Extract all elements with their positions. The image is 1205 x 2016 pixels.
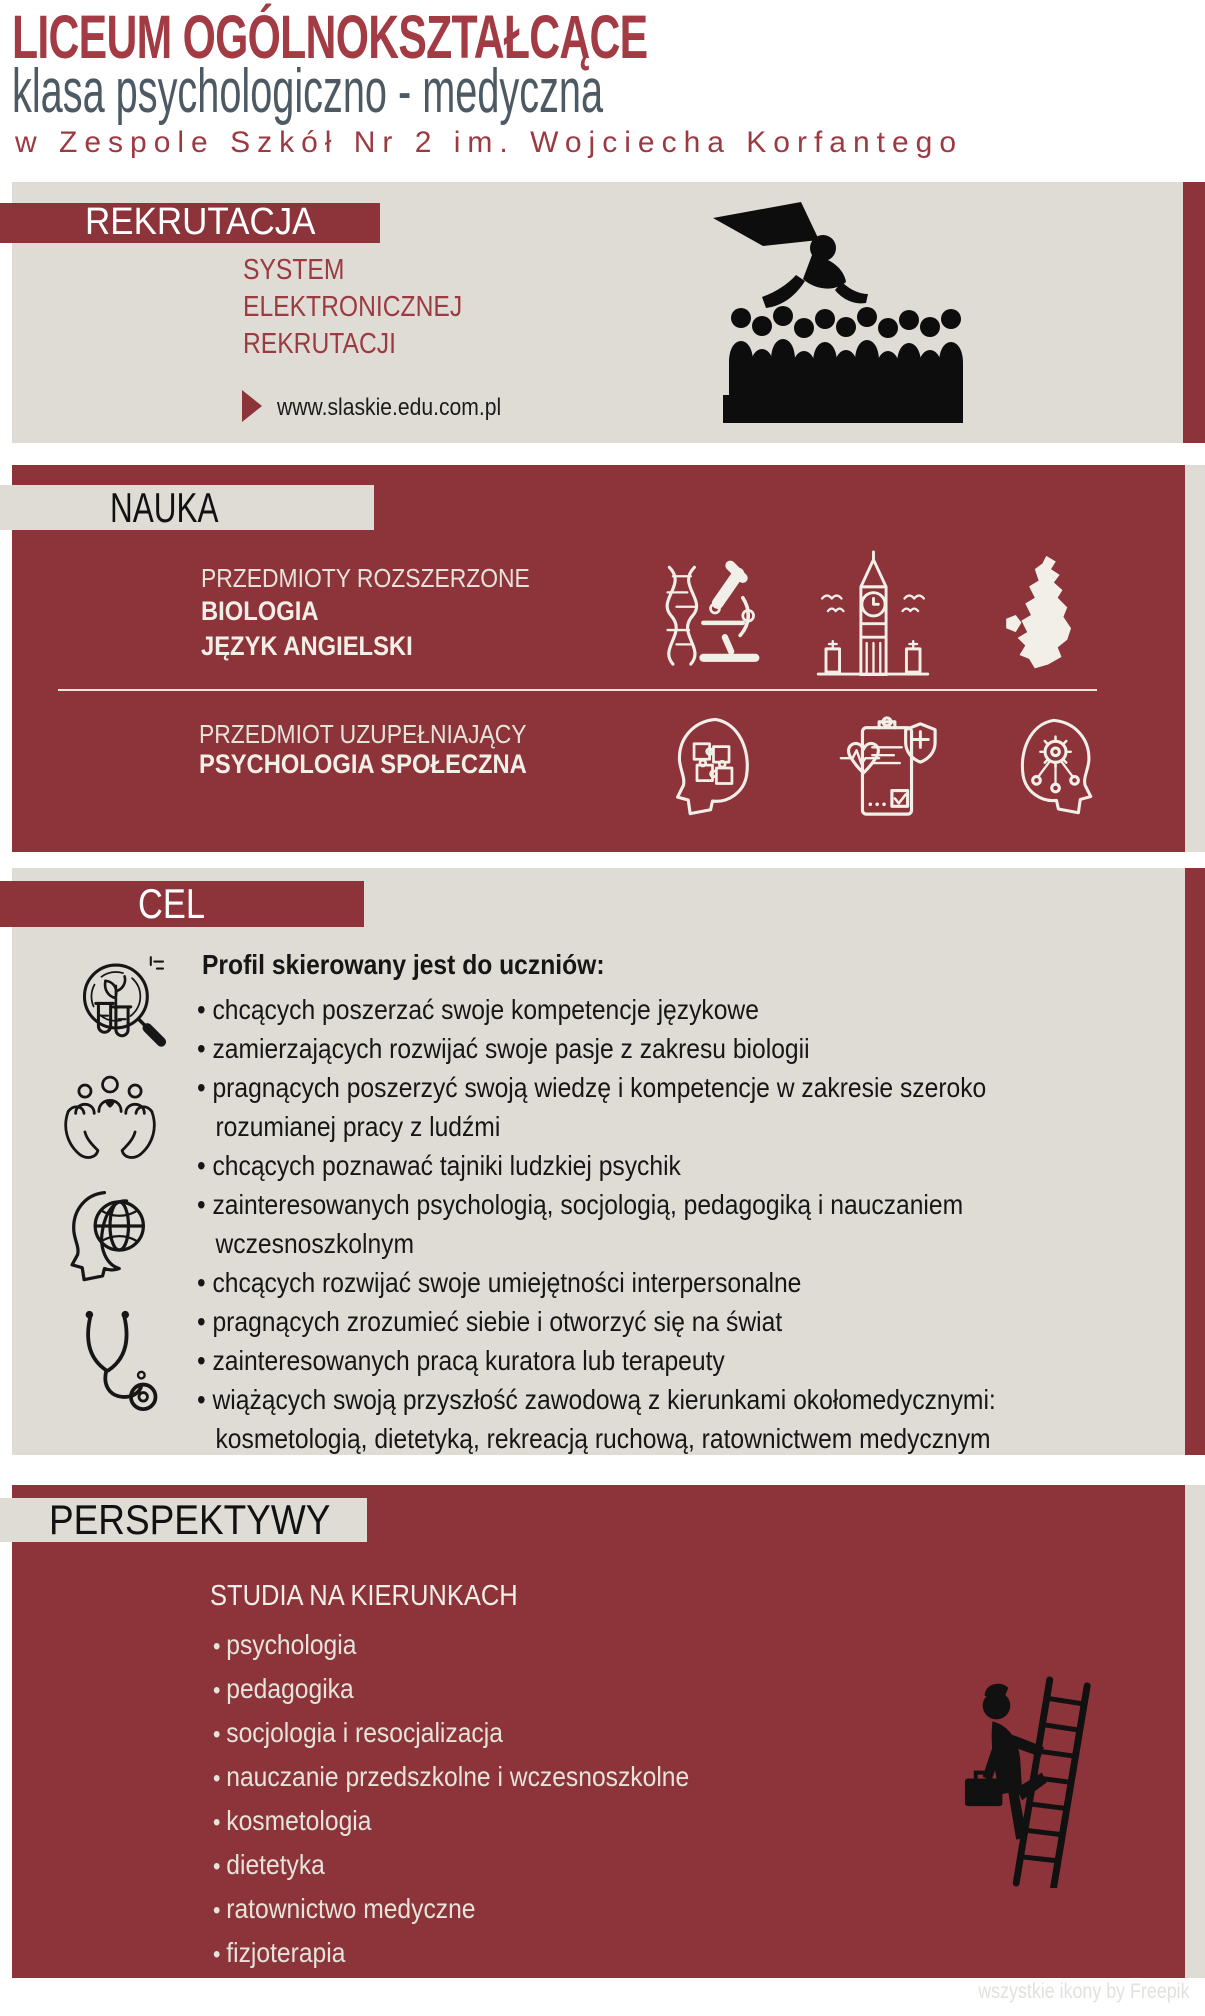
recruitment-url[interactable]: www.slaskie.edu.com.pl	[277, 394, 502, 421]
cel-intro: Profil skierowany jest do uczniów:	[202, 949, 605, 980]
perspektywy-title-box	[0, 1498, 367, 1542]
cel-bullet-list	[197, 990, 1095, 1458]
career-ladder-illustration	[958, 1676, 1103, 1888]
cel-bullet: • chcących rozwijać swoje umiejętności interpersonalne	[197, 1263, 1095, 1302]
major-item: • kosmetologia	[213, 1800, 952, 1844]
head-gears-icon	[1006, 714, 1106, 822]
caring-hands-icon	[58, 1072, 162, 1164]
studies-heading: STUDIA NA KIERUNKACH	[210, 1580, 518, 1612]
page-subtitle: klasa psychologiczno - medyczna	[12, 57, 604, 126]
cel-bullet: • zainteresowanych pracą kuratora lub terapeuty	[197, 1341, 1095, 1380]
cel-side-strip	[1185, 868, 1205, 1455]
school-name: w Zespole Szkół Nr 2 im. Wojciecha Korfantego	[15, 126, 964, 159]
arrow-icon	[242, 390, 262, 422]
dna-microscope-icon	[655, 550, 767, 676]
cel-bullet: • chcących poznawać tajniki ludzkiej psychik	[197, 1146, 1095, 1185]
medical-checklist-icon	[833, 712, 941, 822]
big-ben-icon	[812, 550, 934, 676]
major-item: • ratownictwo medyczne	[213, 1888, 952, 1932]
head-puzzle-icon	[662, 714, 764, 822]
flying-figure	[713, 202, 868, 308]
major-item: • dietetyka	[213, 1844, 952, 1888]
icons-credit: wszystkie ikony by Freepik	[978, 1980, 1190, 2003]
cel-bullet: • zamierzających rozwijać swoje pasje z zakresu biologii	[197, 1029, 1095, 1068]
major-item: • nauczanie przedszkolne i wczesnoszkolne	[213, 1756, 952, 1800]
recruitment-system-line: REKRUTACJI	[243, 328, 396, 360]
perspektywy-title: PERSPEKTYWY	[49, 1496, 331, 1543]
majors-list	[213, 1624, 952, 1976]
stethoscope-icon	[62, 1306, 164, 1414]
perspektywy-side-strip	[1185, 1485, 1205, 1978]
supplementary-subject-heading: PRZEDMIOT UZUPEŁNIAJĄCY	[199, 719, 527, 749]
recruitment-system-lines	[243, 252, 501, 363]
rekrutacja-title-box	[0, 203, 380, 243]
nauka-title-box	[0, 485, 374, 530]
nauka-title: NAUKA	[110, 483, 219, 531]
cel-bullet: • pragnących zrozumieć siebie i otworzyć się na świat	[197, 1302, 1095, 1341]
head-globe-icon	[60, 1186, 160, 1290]
recruitment-system-line: ELEKTRONICZNEJ	[243, 291, 463, 323]
cel-bullet: • wiążących swoją przyszłość zawodową z kierunkami okołomedycznymi: kosmetologią, dietetyką, rekreacją ruchową, ratownictwem medycznym	[197, 1380, 1095, 1458]
rekrutacja-title: REKRUTACJA	[85, 201, 316, 243]
major-item: • socjologia i resocjalizacja	[213, 1712, 952, 1756]
supplementary-subject: PSYCHOLOGIA SPOŁECZNA	[199, 749, 527, 779]
major-item: • pedagogika	[213, 1668, 952, 1712]
cel-title: CEL	[138, 880, 205, 927]
extended-subject: JĘZYK ANGIELSKI	[201, 631, 413, 661]
cel-bullet: • zainteresowanych psychologią, socjologią, pedagogiką i nauczaniem wczesnoszkolnym	[197, 1185, 1095, 1263]
page-title: LICEUM OGÓLNOKSZTAŁCĄCE	[12, 3, 648, 71]
nauka-side-strip	[1185, 465, 1205, 852]
extended-subjects-list	[201, 594, 442, 664]
cel-title-box	[0, 881, 364, 927]
nauka-divider	[58, 689, 1097, 691]
extended-subject: BIOLOGIA	[201, 596, 319, 626]
crowd-illustration	[705, 198, 985, 428]
crowd-of-people	[723, 306, 963, 423]
research-magnifier-icon	[74, 948, 170, 1058]
rekrutacja-side-strip	[1183, 182, 1205, 443]
recruitment-system-line: SYSTEM	[243, 254, 345, 286]
cel-bullet: • pragnących poszerzyć swoją wiedzę i kompetencje w zakresie szeroko rozumianej pracy z ludźmi	[197, 1068, 1095, 1146]
cel-bullet: • chcących poszerzać swoje kompetencje językowe	[197, 990, 1095, 1029]
uk-map-icon	[1000, 552, 1082, 676]
extended-subjects-heading: PRZEDMIOTY ROZSZERZONE	[201, 563, 530, 593]
major-item: • fizjoterapia	[213, 1932, 952, 1976]
major-item: • psychologia	[213, 1624, 952, 1668]
